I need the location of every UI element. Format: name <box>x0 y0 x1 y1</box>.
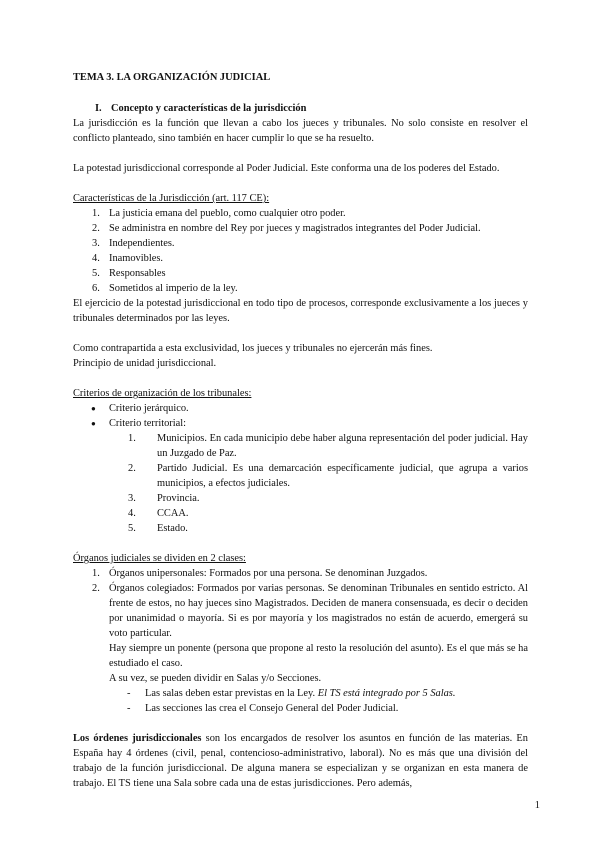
document-title: TEMA 3. LA ORGANIZACIÓN JUDICIAL <box>73 72 271 83</box>
list-item: 1. Órganos unipersonales: Formados por una persona. Se denominan Juzgados. <box>92 568 428 579</box>
list-item: 4. Inamovibles. <box>92 253 163 264</box>
paragraph-potestad: La potestad jurisdiccional corresponde al Poder Judicial. Este conforma una de los poderes del Estado. <box>73 163 500 174</box>
ordenes-bold: Los órdenes jurisdiccionales <box>73 733 202 744</box>
paragraph-jurisdiccion: La jurisdicción es la función que llevan a cabo los jueces y tribunales. No solo consiste en resolver el conflicto planteado, sino también en hacer cumplir lo que se ha resuelto. <box>73 118 528 144</box>
list-item: ● Criterio jerárquico. <box>91 403 189 414</box>
section-number: I. <box>95 103 102 114</box>
criterios-list <box>73 401 528 431</box>
list-item: 5. Estado. <box>128 523 188 534</box>
list-item: 1. Municipios. En cada municipio debe haber alguna representación del poder judicial. Hay un Juzgado de Paz. <box>128 433 528 459</box>
bullet-icon: ● <box>91 419 96 428</box>
paragraph-contrapartida: Como contrapartida a esta exclusividad, los jueces y tribunales no ejercerán más fines. <box>73 343 433 354</box>
italic-note: El TS está integrado por 5 Salas. <box>317 688 456 699</box>
list-item: 6. Sometidos al imperio de la ley. <box>92 283 238 294</box>
section-heading-text: Concepto y características de la jurisdicción <box>111 103 307 114</box>
salas-list <box>73 686 528 716</box>
list-item: - Las secciones las crea el Consejo General del Poder Judicial. <box>127 703 399 714</box>
list-item: 5. Responsables <box>92 268 166 279</box>
list-item: 4. CCAA. <box>128 508 189 519</box>
page-content <box>73 64 528 791</box>
caracteristicas-heading: Características de la Jurisdicción (art. 117 CE): <box>73 193 270 204</box>
page-number: 1 <box>534 800 540 811</box>
section-heading <box>95 101 528 116</box>
paragraph-salas: A su vez, se pueden dividir en Salas y/o Secciones. <box>109 673 322 684</box>
paragraph-unidad: Principio de unidad jurisdiccional. <box>73 358 217 369</box>
list-item: 3. Provincia. <box>128 493 200 504</box>
caracteristicas-list <box>73 206 528 296</box>
bullet-icon: ● <box>91 404 96 413</box>
list-item: ● Criterio territorial: <box>91 418 187 429</box>
list-item: 2. Partido Judicial. Es una demarcación específicamente judicial, que agrupa a varios municipios, a efectos judiciales. <box>128 463 528 489</box>
list-item: 2. Órganos colegiados: Formados por varias personas. Se denominan Tribunales en sentido estricto. Al frente de estos, no hay jueces sino Magistrados. Deciden de manera consensuada, es decir o deciden por unanimidad o mayoría. Si es por mayoría y los magistrados no están de acuerdo, emergerá su voto particular. <box>92 583 528 639</box>
list-item: 2. Se administra en nombre del Rey por jueces y magistrados integrantes del Poder Judicial. <box>92 223 481 234</box>
paragraph-ejercicio: El ejercicio de la potestad jurisdiccional en todo tipo de procesos, corresponde exclusivamente a los jueces y tribunales determinados por las leyes. <box>73 298 528 324</box>
criterios-heading: Criterios de organización de los tribunales: <box>73 388 252 399</box>
list-item: - Las salas deben estar previstas en la Ley. El TS está integrado por 5 Salas. <box>127 688 456 699</box>
organos-heading: Órganos judiciales se dividen en 2 clases: <box>73 553 246 564</box>
list-item: 3. Independientes. <box>92 238 175 249</box>
organos-list <box>73 566 528 641</box>
paragraph-ponente: Hay siempre un ponente (persona que propone al resto la resolución del asunto). Es el que más se ha estudiado el caso. <box>109 643 528 669</box>
paragraph-ordenes: Los órdenes jurisdiccionales son los encargados de resolver los asuntos en función de las materias. En España hay 4 órdenes (civil, penal, contencioso-administrativo, laboral). No es más que una división del trabajo de la función jurisdiccional. De alguna manera se especializan y se organizan en esta manera de trabajo. El TS tiene una Sala sobre cada una de estas jurisdicciones. Pero además, <box>73 733 528 789</box>
list-item: 1. La justicia emana del pueblo, como cualquier otro poder. <box>92 208 346 219</box>
territorial-list <box>73 431 528 536</box>
